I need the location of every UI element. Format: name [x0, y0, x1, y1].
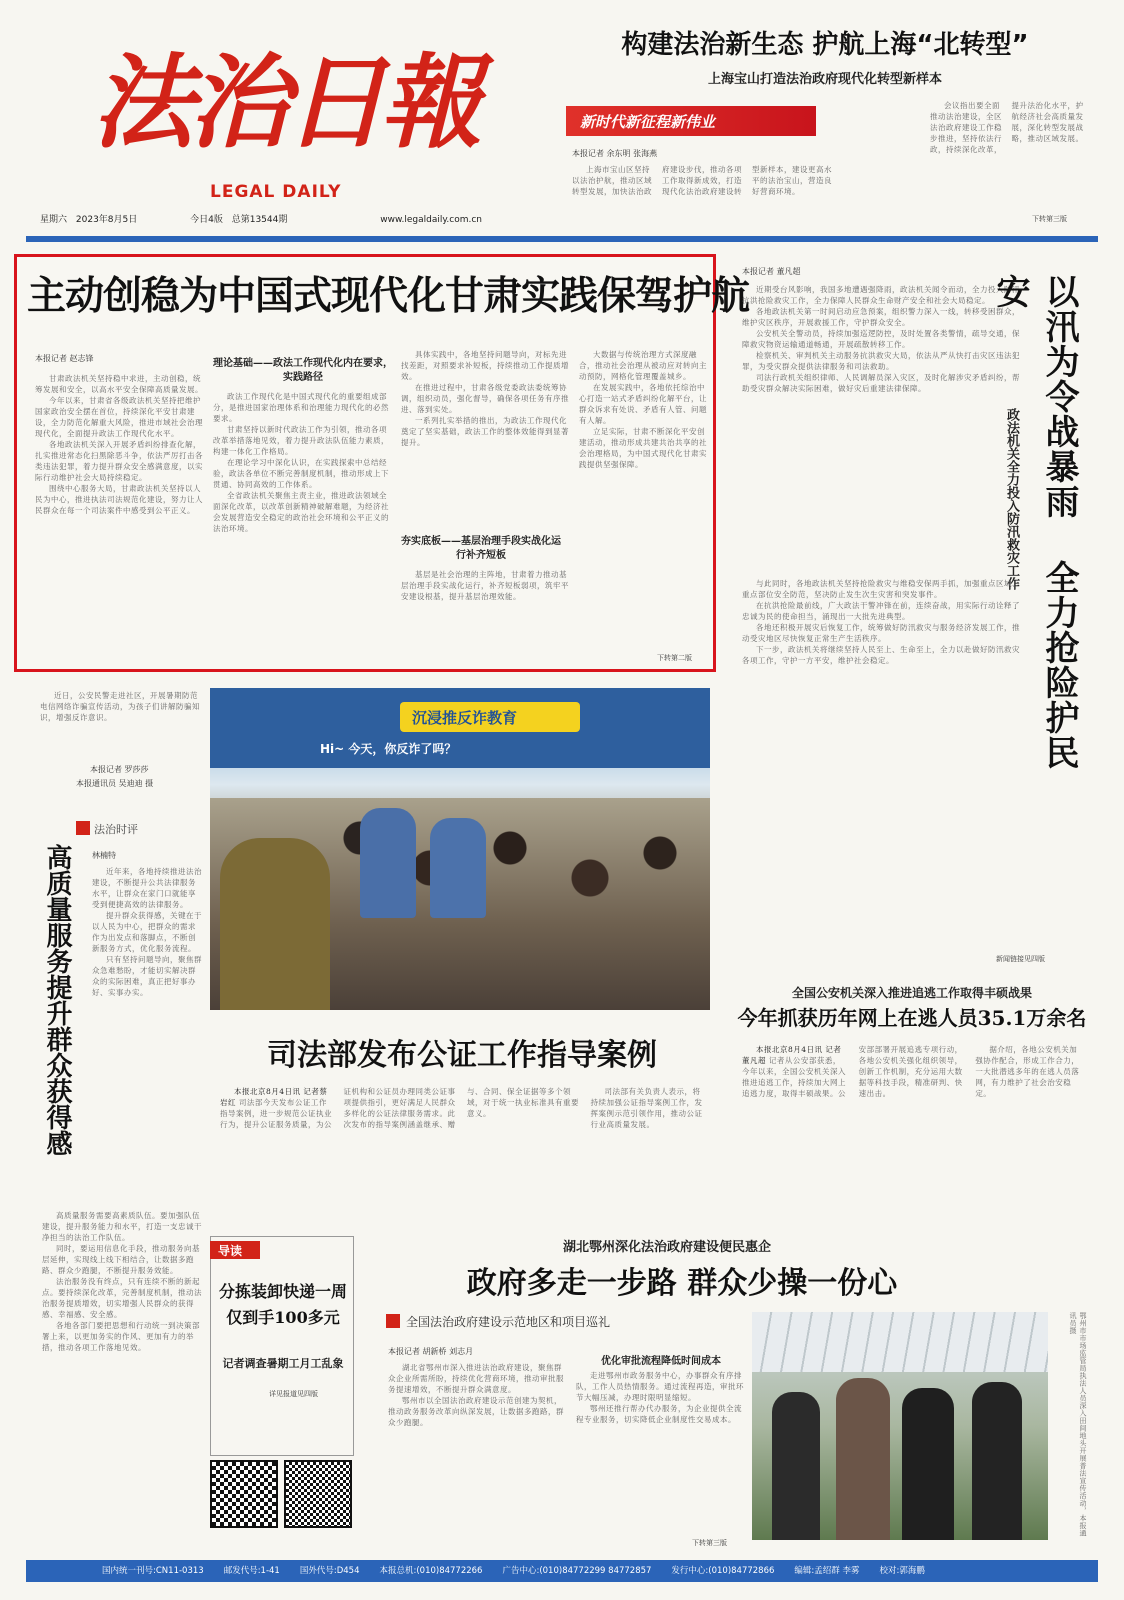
- commentary-column-icon: [76, 821, 90, 835]
- photo-caption-text: 近日，公安民警走进社区，开展暑期防范电信网络诈骗宣传活动，为孩子们讲解防骗知识，增强反诈意识。: [40, 691, 200, 722]
- photo-sign-text: 沉浸推反诈教育: [412, 709, 518, 727]
- masthead: [40, 20, 560, 235]
- date: 2023年8月5日: [75, 215, 138, 225]
- issue-number: 总第13544期: [231, 215, 288, 225]
- top-story-jump: 下转第三版: [1032, 215, 1067, 223]
- flood-story-subhead: 政法机关全力投入防汛救灾工作: [1004, 408, 1019, 590]
- notary-story-headline: 司法部发布公证工作指导案例: [267, 1038, 657, 1073]
- hubei-photo: [752, 1312, 1048, 1540]
- notary-story: [212, 1016, 712, 1224]
- photo-caption: [40, 690, 200, 800]
- photo-police-officer: [360, 808, 416, 918]
- hubei-story-jump: 下转第三版: [692, 1539, 727, 1547]
- guide-label-text: 导读: [218, 1244, 243, 1258]
- banner-text: 新时代新征程新伟业: [580, 113, 716, 131]
- footer-item: 本报总机:(010)84772266: [379, 1566, 483, 1576]
- hubei-section: 优化审批流程降低时间成本: [601, 1356, 721, 1367]
- top-story-subhead: 上海宝山打造法治政府现代化转型新样本: [707, 72, 942, 87]
- lead-section-1: 理论基础——政法工作现代化内在要求，实践路径: [213, 358, 393, 383]
- police-story-byline: 本报北京8月4日讯 记者董凡超: [742, 1045, 842, 1065]
- police-story-headline: 今年抓获历年网上在逃人员35.1万余名: [737, 1006, 1087, 1030]
- hubei-story-headline: 政府多走一步路 群众少操一份心: [466, 1266, 898, 1301]
- commentary-author: 林楠特: [92, 851, 116, 860]
- hubei-story-byline: 本报记者 胡新桥 刘志月: [388, 1347, 474, 1356]
- photo-person-left: [220, 838, 330, 1010]
- qr-code-icon[interactable]: [210, 1460, 278, 1528]
- top-story: [560, 18, 1090, 230]
- lead-story: [14, 254, 750, 672]
- lead-story-col-2: 政法工作现代化是中国式现代化的重要组成部分，是推进国家治理体系和治理能力现代化的必然要求。 甘肃坚持以新时代政法工作为引领，推动各项改革举措落地见效，着力提升政法队伍能力素质，构建一体化工作格局。 在理论学习中深化认识，在实践探索中总结经验，政法各单位不断完善制度机制，推动形成上下贯通、协同高效的工作体系。 全省政法机关聚焦主责主业，推进政法领域全面深化改革，以改革创新精神破解难题，为经济社会发展营造安全稳定的政治社会环境和公平正义的法治环境。: [213, 392, 389, 533]
- hubei-story-kicker: 湖北鄂州深化法治政府建设便民惠企: [562, 1240, 771, 1255]
- hubei-column-icon: [386, 1314, 400, 1328]
- top-story-text-2: 会议指出要全面推动法治建设，全区法治政府建设工作稳步推进，坚持依法行政，持续深化改革，提升法治化水平，护航经济社会高质量发展，深化转型发展战略，推动区域发展。: [930, 101, 1084, 154]
- photo-person-4: [972, 1382, 1022, 1540]
- footer-item: 发行中心:(010)84772866: [671, 1566, 775, 1576]
- footer-item: 校对:郭海鹏: [879, 1566, 925, 1576]
- guide-label: [210, 1241, 260, 1259]
- hubei-photo-caption: 鄂州市市场监管局执法人员深入田间地头开展普法宣传活动，本报通讯员摄: [1069, 1312, 1087, 1537]
- police-story-kicker: 全国公安机关深入推进追逃工作取得丰硕战果: [791, 986, 1032, 1000]
- photo-hi-banner: Hi~ 今天，你反诈了吗？: [320, 742, 457, 756]
- hubei-column-label: 全国法治政府建设示范地区和项目巡礼: [406, 1315, 611, 1329]
- lead-story-col-1: 甘肃政法机关坚持稳中求进，主动创稳，统筹发展和安全，以高水平安全保障高质量发展。 今年以来，甘肃省各级政法机关坚持把维护国家政治安全摆在首位，持续深化平安甘肃建设，全力防范化解重大风险，推进市域社会治理现代化，全面提升政法工作现代化水平。 各地政法机关深入开展矛盾纠纷排查化解，扎实推进常态化扫黑除恶斗争，依法严厉打击各类违法犯罪，着力提升群众安全感满意度，以实际行动维护社会大局持续稳定。 围绕中心服务大局，甘肃政法机关坚持以人民为中心，推进执法司法规范化建设，努力让人民群众在每一个司法案件中感受到公平正义。: [35, 374, 203, 515]
- hubei-column-tag: [386, 1312, 726, 1332]
- lead-story-jump: 下转第二版: [657, 654, 692, 662]
- footer-item: 国外代号:D454: [299, 1566, 360, 1576]
- photo-police-officer-2: [430, 818, 486, 918]
- greenhouse-roof: [752, 1312, 1048, 1372]
- hubei-text-col-1: 湖北省鄂州市深入推进法治政府建设，聚焦群众企业所需所盼，持续优化营商环境，推动审批服务提速增效，不断提升群众满意度。 鄂州市以全国法治政府建设示范创建为契机，推动政务服务改革向纵深发展，让数据多跑路，群众少跑腿。: [388, 1363, 564, 1427]
- flood-story-text-top: 近期受台风影响，我国多地遭遇强降雨，政法机关闻令而动，全力投入防汛抗洪抢险救灾工作，全力保障人民群众生命财产安全和社会大局稳定。 各地政法机关第一时间启动应急预案，组织警力深入一线，转移受困群众，维护灾区秩序，开展救援工作，守护群众安全。 公安机关全警动员，持续加强巡逻防控，及时处置各类警情，疏导交通，保障救灾物资运输通道畅通，开展疏散转移工作。 检察机关、审判机关主动服务抗洪救灾大局，依法从严从快打击灾区违法犯罪，为受灾群众提供法律服务和司法救助。 司法行政机关组织律师、人民调解员深入灾区，及时化解涉灾矛盾纠纷，帮助受灾群众解决实际困难，做好灾后重建法律保障。: [742, 285, 1020, 393]
- commentary-text-bottom: 高质量服务需要高素质队伍。要加强队伍建设，提升服务能力和水平，打造一支忠诚干净担当的法治工作队伍。 同时，要运用信息化手段，推动服务向基层延伸，实现线上线下相结合，让数据多跑路、群众少跑腿，不断提升服务效能。 法治服务没有终点，只有连续不断的新起点。要持续深化改革，完善制度机制，推动法治服务提质增效，切实增强人民群众的获得感、幸福感、安全感。 各地各部门要把思想和行动统一到决策部署上来，以更加务实的作风、更加有力的举措，推动各项工作落地见效。: [42, 1211, 202, 1352]
- commentary: [36, 814, 206, 1554]
- flood-story-headline: 以汛为令战暴雨 全力抢险护民安: [990, 274, 1079, 770]
- lead-story-byline: 本报记者 赵志锋: [35, 354, 94, 363]
- footer-item: 编辑:孟绍群 李雾: [794, 1566, 860, 1576]
- notary-story-byline: 本报北京8月4日讯 记者蔡岩红: [220, 1087, 328, 1107]
- hubei-text-col-2: 走进鄂州市政务服务中心，办事群众有序排队，工作人员热情服务。通过流程再造，审批环节大幅压减，办理时限明显缩短。 鄂州还推行帮办代办服务，为企业提供全流程专业服务，切实降低企业制度性交易成本。: [576, 1371, 744, 1424]
- flood-story-text-bottom: 与此同时，各地政法机关坚持抢险救灾与维稳安保两手抓，加强重点区域、重点部位安全防范，坚决防止发生次生灾害和突发事件。 在抗洪抢险最前线，广大政法干警冲锋在前，连续奋战，用实际行动诠释了忠诚为民的使命担当，涌现出一大批先进典型。 各地还积极开展灾后恢复工作，统筹做好防汛救灾与服务经济发展工作，推动受灾地区尽快恢复正常生产生活秩序。 下一步，政法机关将继续坚持人民至上、生命至上，全力以赴做好防汛救灾各项工作，守护一方平安，维护社会稳定。: [742, 579, 1020, 665]
- photo-person-1: [772, 1392, 820, 1540]
- police-story-text: 本报北京8月4日讯 记者董凡超 记者从公安部获悉，今年以来，全国公安机关深入推进追逃工作，持续加大网上追逃力度，取得丰硕战果。公安部部署开展追逃专项行动，各地公安机关强化组织领导，创新工作机制，充分运用大数据等科技手段，精准研判、快速出击。 据介绍，各地公安机关加强协作配合，形成工作合力，一大批潜逃多年的在逃人员落网，有力维护了社会治安稳定。: [742, 1045, 1080, 1098]
- flood-story: [734, 258, 1090, 968]
- photo-sign: [400, 702, 580, 732]
- lead-story-col-4: 大数据与传统治理方式深度融合，推动社会治理从被动应对转向主动预防，网格化管理覆盖城乡。 在发展实践中，各地依托综治中心打造一站式矛盾纠纷化解平台，让群众诉求有处说、矛盾有人管、问题有人解。 立足实际，甘肃不断深化平安创建活动，推动形成共建共治共享的社会治理格局，为中国式现代化甘肃实践提供坚强保障。: [579, 350, 707, 469]
- guide-box: [210, 1236, 354, 1456]
- guide-subhead: 记者调查暑期工月工乱象: [222, 1357, 344, 1370]
- flood-story-jump: 新闻链接见四版: [996, 955, 1045, 963]
- news-photo: [210, 688, 710, 1010]
- photo-person-3: [902, 1388, 954, 1540]
- lead-story-headline: 主动创稳为中国式现代化甘肃实践保驾护航: [27, 274, 750, 319]
- footer-bar: [26, 1560, 1098, 1582]
- police-story: [734, 978, 1090, 1224]
- footer-items: [102, 1564, 1092, 1576]
- weekday: 星期六: [40, 215, 68, 225]
- photo-person-2: [836, 1378, 890, 1540]
- hubei-story: [362, 1228, 1090, 1554]
- commentary-column-tag: [76, 820, 162, 838]
- commentary-column-label: 法治时评: [94, 823, 138, 836]
- guide-jump: 详见报道见四版: [269, 1390, 318, 1398]
- flood-story-byline: 本报记者 董凡超: [742, 267, 801, 276]
- masthead-logo: 法治日報: [92, 43, 476, 163]
- lead-story-col-3: 具体实践中，各地坚持问题导向，对标先进找差距，对照要求补短板，持续推动工作提质增效。 在推进过程中，甘肃各级党委政法委统筹协调，组织动员，强化督导，确保各项任务有序推进、落到实处。 一系列扎实举措的推出，为政法工作现代化奠定了坚实基础，政法工作的整体效能得到显著提升。: [401, 350, 569, 447]
- top-story-text: 上海市宝山区坚持以法治护航，推动区域转型发展，加快法治政府建设步伐，推动各项工作取得新成效，打造现代化法治政府建设转型新样本，建设更高水平的法治宝山，营造良好营商环境。: [572, 165, 832, 196]
- top-story-banner: [566, 106, 816, 136]
- footer-item: 邮发代号:1-41: [223, 1566, 280, 1576]
- photo-caption-byline: 本报记者 罗莎莎: [90, 765, 149, 774]
- lead-story-col-3b: 基层是社会治理的主阵地，甘肃着力推动基层治理手段实战化运行，补齐短板弱项，筑牢平安建设根基，提升基层治理效能。: [401, 570, 569, 601]
- commentary-headline: 高质量服务提升群众获得感: [42, 844, 72, 1156]
- qr-code-icon-2[interactable]: [284, 1460, 352, 1528]
- page-count: 今日4版: [190, 215, 223, 225]
- footer-item: 国内统一刊号:CN11-0313: [102, 1566, 204, 1576]
- notary-story-text: 本报北京8月4日讯 记者蔡岩红 司法部今天发布公证工作指导案例，进一步规范公证执业行为，提升公证服务质量，为公证机构和公证员办理同类公证事项提供指引，更好满足人民群众多样化的公证法律服务需求。此次发布的指导案例涵盖继承、赠与、合同、保全证据等多个领域，对于统一执业标准具有重要意义。 司法部有关负责人表示，将持续加强公证指导案例工作，发挥案例示范引领作用，推动公证行业高质量发展。: [220, 1087, 703, 1129]
- masthead-english: LEGAL DAILY: [210, 182, 342, 202]
- footer-item: 广告中心:(010)84772299 84772857: [502, 1566, 652, 1576]
- guide-headline: 分拣装卸快递一周仅到手100多元: [219, 1282, 348, 1327]
- header-rule: [26, 236, 1098, 242]
- top-story-headline: 构建法治新生态 护航上海“北转型”: [621, 30, 1029, 60]
- photo-caption-byline-2: 本报通讯员 吴迪迪 摄: [76, 779, 154, 788]
- website-url: www.legaldaily.com.cn: [380, 215, 483, 225]
- issue-line: [40, 212, 560, 225]
- lead-section-2: 夯实底板——基层治理手段实战化运行补齐短板: [401, 536, 561, 561]
- top-story-byline: 本报记者 余东明 张海燕: [572, 149, 658, 158]
- commentary-text-top: 近年来，各地持续推进法治建设，不断提升公共法律服务水平，让群众在家门口就能享受到便捷高效的法律服务。 提升群众获得感，关键在于以人民为中心，把群众的需求作为出发点和落脚点，不断创新服务方式，优化服务流程。 只有坚持问题导向，聚焦群众急难愁盼，才能切实解决群众的实际困难，真正把好事办好、实事办实。: [92, 867, 202, 997]
